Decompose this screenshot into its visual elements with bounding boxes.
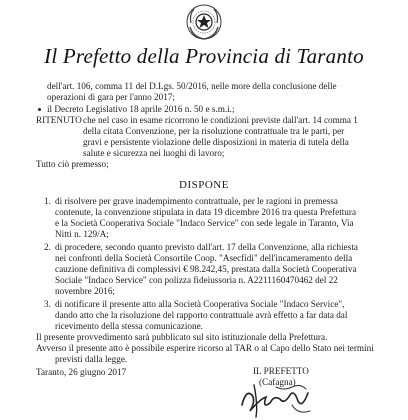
- bullet-icon: [38, 108, 41, 111]
- appeal-note: previsti dalla legge.: [55, 354, 128, 364]
- item1-line: di risolvere per grave inadempimento contrattuale, per le ragioni in premessa: [55, 196, 338, 206]
- signatory-title: IL PREFETTO: [253, 366, 309, 376]
- handwritten-signature: [232, 375, 322, 419]
- ritenuto-line: della citata Convenzione, per la risoluzione contrattuale tra le parti, per: [83, 126, 345, 136]
- preamble-line: dell'art. 106, comma 11 del D.Lgs. 50/2016, nelle more della conclusione delle: [47, 81, 337, 91]
- ritenuto-label: RITENUTO: [36, 115, 82, 125]
- item3-line: di notificare il presente atto alla Società Cooperativa Sociale "Indaco Service",: [55, 299, 345, 309]
- prefect-heading: Il Prefetto della Provincia di Taranto: [44, 44, 364, 68]
- item2-line: di procedere, secondo quanto previsto dall'art. 17 della Convenzione, alla richiesta: [55, 242, 358, 252]
- premise-closing: Tutto ciò premesso;: [36, 159, 109, 169]
- dispone-title: DISPONE: [179, 179, 229, 191]
- item2-line: Sociale "Indaco Service" con polizza fideiussoria n. A2211160470462 del 22: [55, 275, 338, 285]
- item1-line: e la Società Cooperativa Sociale "Indaco Service" con sede legale in Taranto, Via: [55, 218, 354, 228]
- item-number: 2.: [44, 242, 51, 252]
- item3-line: ricevimento della stessa comunicazione.: [55, 321, 203, 331]
- item2-line: nei confronti della Società Consortile Coop. "Asecfidi" dell'incameramento della: [55, 253, 353, 263]
- item1-line: Nitti n. 129/A;: [55, 229, 109, 239]
- place-date: Taranto, 26 giugno 2017: [36, 367, 127, 377]
- item2-line: cauzione definitiva di complessivi € 98.242,45, prestata dalla Società Cooperativa: [55, 264, 357, 274]
- item-number: 1.: [44, 196, 51, 206]
- ritenuto-line: gravi e persistente violazione delle disposizioni in materia di tutela della: [83, 137, 349, 147]
- item3-line: dando atto che la risoluzione del rapporto contrattuale avrà effetto a far data dal: [55, 310, 348, 320]
- publication-note: Il presente provvedimento sarà pubblicato sul sito istituzionale della Prefettura.: [36, 332, 328, 342]
- item2-line: novembre 2016;: [55, 286, 115, 296]
- signatory-name: (Cafagna): [259, 377, 296, 387]
- ritenuto-line: salute e sicurezza nei luoghi di lavoro;: [83, 148, 225, 158]
- legislative-decree-line: il Decreto Legislativo 18 aprile 2016 n. 50 e s.m.i.;: [47, 104, 235, 114]
- item-number: 3.: [44, 299, 51, 309]
- appeal-note: Avverso il presente atto è possibile esperire ricorso al TAR o al Capo dello Stato nei termini: [36, 343, 374, 353]
- ritenuto-line: che nel caso in esame ricorrono le condizioni previste dall'art. 14 comma 1: [83, 115, 358, 125]
- italian-republic-emblem-icon: [185, 3, 223, 41]
- preamble-line: operazioni di gara per l'anno 2017;: [47, 92, 175, 102]
- item1-line: contenute, la convenzione stipulata in data 19 dicembre 2016 tra questa Prefettura: [55, 207, 357, 217]
